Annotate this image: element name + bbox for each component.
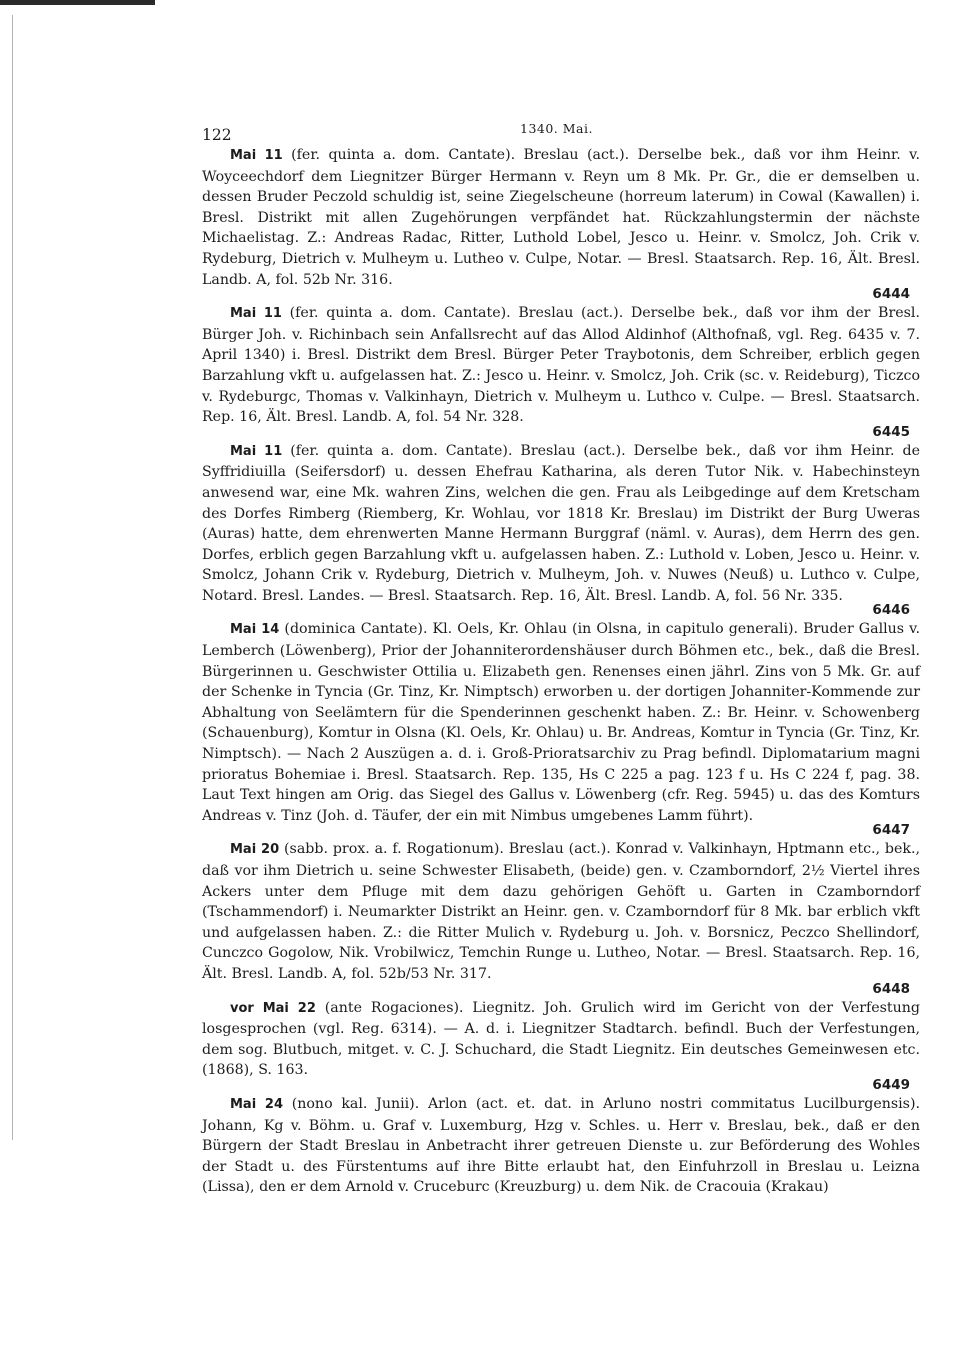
entry-text: (nono kal. Junii). Arlon (act. et. dat. in Arluno nostri commitatus Lucilburgensis). Johann, Kg v. Böhm. u. Graf v. Luxemburg, Hzg v. Schles. u. Herr v. Breslau, bek., daß er den Bürgern der Stadt Breslau in Anbetracht ihrer getreuen Dienste u. zur Beförderung des Wohles der Stadt u. des Fürstentums auf ihre Bitte erlaubt hat, den Einfuhrzoll in Breslau u. Leizna (Lissa), den er dem Arnold v. Cruceburc (Kreuzburg) u. dem Nik. de Cracouia (Krakau) [202,1095,920,1196]
entry-text: (fer. quinta a. dom. Cantate). Breslau (act.). Derselbe bek., daß vor ihm Heinr. v. Woyceechdorf dem Liegnitzer Bürger Hermann v. Reyn um 8 Mk. Pr. Gr., die er demselben u. dessen Bruder Peczold schuldig ist, seine Ziegelscheune (horreum laterum) in Cowal (Kawallen) i. Bresl. Distrikt mit allen Zugehörungen verpfändet hat. Rückzahlungstermin der nächste Michaelistag. Z.: Andreas Radac, Ritter, Luthold Lobel, Jesco u. Heinr. v. Smolcz, Joh. Crik v. Rydeburg, Dietrich v. Mulheym u. Lutheo v. Culpe, Notar. — Bresl. Staatsarch. Rep. 16, Ält. Bresl. Landb. A, fol. 52b Nr. 316. [202,147,920,288]
register-number: 6444 [872,286,910,303]
entry-date: vor Mai 22 [230,1000,316,1016]
regest-entry [202,998,920,1094]
regest-entry [202,619,920,839]
entry-date: Mai 20 [230,842,280,858]
entry-text: (dominica Cantate). Kl. Oels, Kr. Ohlau (in Olsna, in capitulo generali). Bruder Gallus v. Lemberch (Löwenberg), Prior der Johanniterordenshäuser durch Böhmen etc., bek., daß die Bresl. Bürgerinnen u. Geschwister Ottilia u. Elizabeth gen. Renenses einen jährl. Zins von 5 Mk. Gr. auf der Schenke in Tyncia (Gr. Tinz, Kr. Nimptsch) erworben u. der dortigen Johanniter-Kommende zur Abhaltung von Seelämtern für die Spenderinnen geschenkt haben. Z.: Br. Heinr. v. Schowenberg (Schauenburg), Komtur in Olsna (Kl. Oels, Kr. Ohlau) u. Br. Andreas, Komtur in Tyncia (Gr. Tinz, Kr. Nimptsch). — Nach 2 Auszügen a. d. i. Groß-Prioratsarchiv zu Prag befindl. Diplomatarium magni prioratus Bohemiae i. Bresl. Staatsarch. Rep. 135, Hs C 225 a pag. 123 f u. Hs C 224 f, pag. 38. Laut Text hingen am Orig. das Siegel des Gallus v. Löwenberg (cfr. Reg. 5945) u. das des Komturs Andreas v. Tinz (Joh. d. Täufer, der ein mit Nimbus umgebenes Lamm führt). [202,621,920,824]
entry-date: Mai 11 [230,148,283,163]
scan-border-mark [0,0,155,5]
register-number: 6446 [872,602,910,619]
regest-entry [202,145,920,303]
regest-entry [202,441,920,620]
page-number: 122 [202,126,232,144]
register-number: 6445 [872,423,910,440]
register-number: 6449 [872,1076,910,1093]
entry-text: (fer. quinta a. dom. Cantate). Breslau (act.). Derselbe bek., daß vor ihm der Bresl. Bürger Joh. v. Richinbach sein Anfallsrecht auf das Allod Aldinhof (Althofnaß, vgl. Reg. 6435 v. 7. April 1340) i. Bresl. Distrikt dem Bresl. Bürger Peter Traybotonis, dem Schreiber, erblich gegen Barzahlung vkft u. aufgelassen hat. Z.: Jesco u. Heinr. v. Smolcz, Joh. Crik (sc. v. Reideburg), Ticzco v. Rydeburgc, Thomas v. Valkinhayn, Dietrich v. Mulheym u. Luthco v. Culpe. — Bresl. Staatsarch. Rep. 16, Ält. Bresl. Landb. A, fol. 54 Nr. 328. [202,305,920,426]
scan-page-edge [12,15,13,1140]
page-header [202,121,920,145]
entry-text: (ante Rogaciones). Liegnitz. Joh. Grulich wird im Gericht von der Verfestung losgesprochen (vgl. Reg. 6314). — A. d. i. Liegnitzer Stadtarch. befindl. Buch der Verfestungen, dem sog. Blutbuch, mitget. v. C. J. Schuchard, die Stadt Liegnitz. Ein deutsches Gemeinwesen etc. (1868), S. 163. [202,999,920,1079]
entry-text: (fer. quinta a. dom. Cantate). Breslau (act.). Derselbe bek., daß vor ihm Heinr. de Syffridiuilla (Seifersdorf) u. dessen Ehefrau Katharina, als deren Tutor Nik. v. Habechinsteyn anwesend war, eine Mk. wahren Zins, welchen die gen. Frau als Leibgedinge auf dem Kretscham des Dorfes Rimberg (Riemberg, Kr. Wohlau, vor 1818 Kr. Breslau) im Distrikt der Burg Uweras (Auras) hatte, dem ehrenwerten Manne Hermann Burggraf (näml. v. Auras), dem Herrn des gen. Dorfes, erblich gegen Barzahlung vkft u. aufgelassen haben. Z.: Luthold v. Loben, Jesco u. Heinr. v. Smolcz, Johann Crik v. Rydeburg, Dietrich v. Mulheym, Joh. v. Nuwes (Neuß) u. Luthco v. Culpe, Notard. Bresl. Landes. — Bresl. Staatsarch. Rep. 16, Ält. Bresl. Landb. A, fol. 56 Nr. 335. [202,442,920,604]
regest-entry [202,839,920,997]
running-head: 1340. Mai. [520,121,593,136]
entry-date: Mai 24 [230,1096,283,1112]
entry-date: Mai 11 [230,443,283,459]
entry-date: Mai 14 [230,622,280,638]
regest-entry [202,1094,920,1198]
regest-entry [202,303,920,441]
document-page [202,121,920,1198]
entry-date: Mai 11 [230,306,282,322]
register-number: 6448 [872,980,910,997]
entry-text: (sabb. prox. a. f. Rogationum). Breslau (act.). Konrad v. Valkinhayn, Hptmann etc., bek., daß vor ihm Dietrich u. seine Schwester Elisabeth, (beide) gen. v. Czamborndorf, 2½ Viertel ihres Ackers unter dem Pfluge mit dem dazu gehörigen Gehöft u. Garten in Czamborndorf (Tschammendorf) i. Neumarkter Distrikt an Heinr. gen. v. Czamborndorf für 8 Mk. bar erblich vkft und aufgelassen haben. Z.: die Ritter Mulich v. Rydeburg u. Joh. v. Borsnicz, Peczco Shellindorf, Cunczco Gogolow, Nik. Vrobilwicz, Temchin Runge u. Lutheo, Notar. — Bresl. Staatsarch. Rep. 16, Ält. Bresl. Landb. A, fol. 52b/53 Nr. 317. [202,841,920,982]
register-number: 6447 [872,822,910,839]
